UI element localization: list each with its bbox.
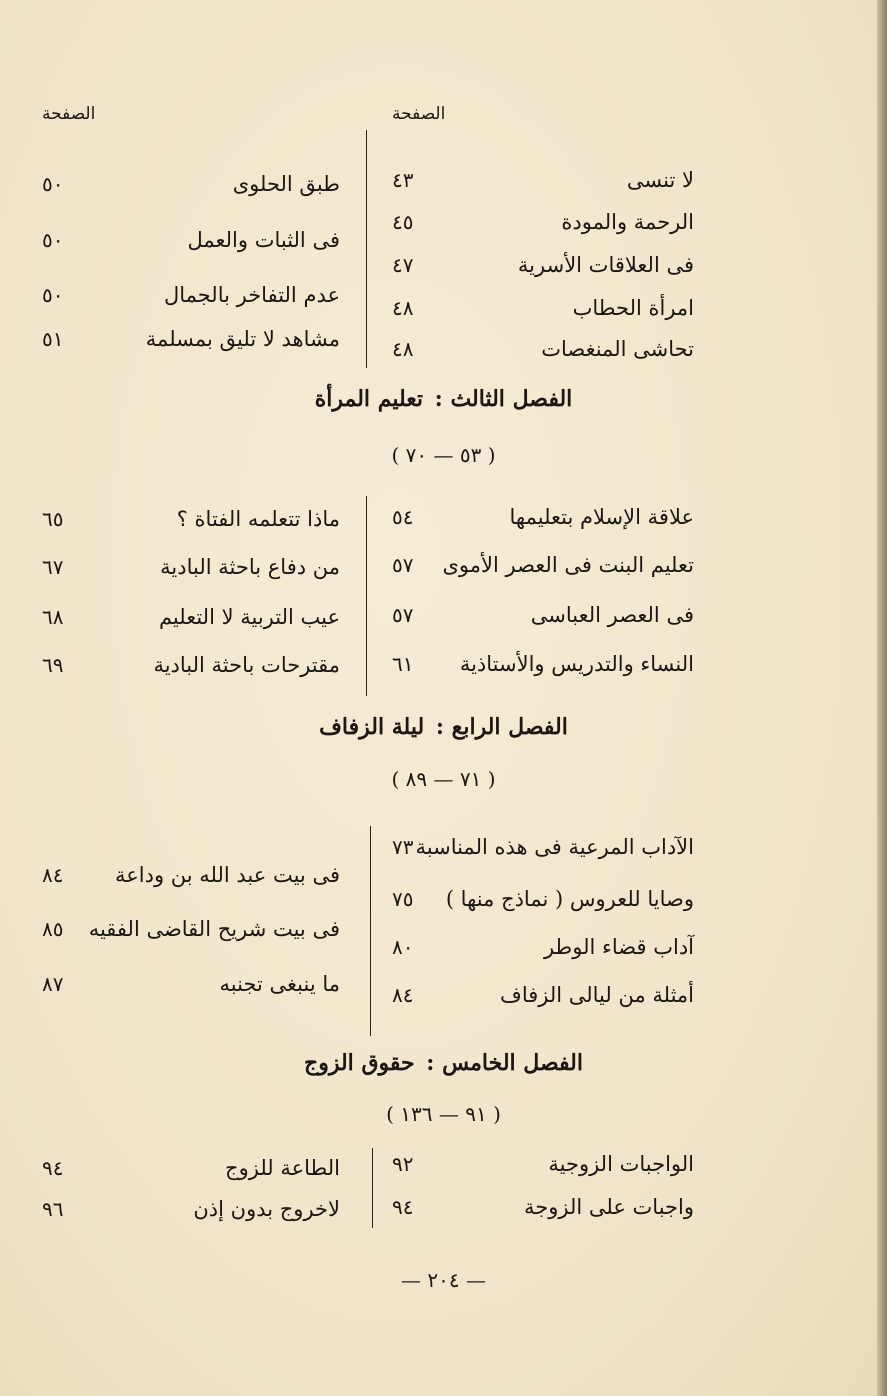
toc-entry: فى العصر العباسى ٥٧	[392, 603, 694, 627]
toc-entry: أمثلة من ليالى الزفاف ٨٤	[392, 983, 694, 1007]
chapter-heading: الفصل الخامس : حقوق الزوج	[304, 1050, 583, 1076]
toc-entry: وصايا للعروس ( نماذج منها ) ٧٥	[392, 887, 694, 911]
toc-entry: الطاعة للزوج ٩٤	[42, 1156, 340, 1180]
toc-entry: من دفاع باحثة البادية ٦٧	[42, 555, 340, 579]
toc-entry: عيب التربية لا التعليم ٦٨	[42, 605, 340, 629]
toc-entry: الواجبات الزوجية ٩٢	[392, 1152, 694, 1176]
toc-entry: عدم التفاخر بالجمال ٥٠	[42, 283, 340, 307]
toc-entry: فى العلاقات الأسرية ٤٧	[392, 253, 694, 277]
toc-entry: طبق الحلوى ٥٠	[42, 172, 340, 196]
toc-entry: علاقة الإسلام بتعليمها ٥٤	[392, 505, 694, 529]
toc-entry: لاخروج بدون إذن ٩٦	[42, 1197, 340, 1221]
column-divider	[370, 826, 371, 1036]
toc-entry: ما ينبغى تجنبه ٨٧	[42, 972, 340, 996]
toc-entry: آداب قضاء الوطر ٨٠	[392, 935, 694, 959]
toc-entry: فى الثبات والعمل ٥٠	[42, 228, 340, 252]
toc-entry: فى بيت عبد الله بن وداعة ٨٤	[42, 863, 340, 887]
chapter-heading: الفصل الرابع : ليلة الزفاف	[319, 714, 568, 740]
column-divider	[366, 496, 367, 696]
column-divider	[366, 130, 367, 368]
toc-entry: لا تنسى ٤٣	[392, 168, 694, 192]
right-column-header: الصفحة	[392, 104, 446, 124]
toc-entry: تحاشى المنغصات ٤٨	[392, 337, 694, 361]
chapter-page-range: ( ٩١ — ١٣٦ )	[386, 1102, 501, 1126]
page-edge	[877, 0, 887, 1396]
toc-entry: مشاهد لا تليق بمسلمة ٥١	[42, 327, 340, 351]
toc-entry: امرأة الحطاب ٤٨	[392, 296, 694, 320]
toc-entry: النساء والتدريس والأستاذية ٦١	[392, 652, 694, 676]
toc-entry: فى بيت شريح القاضى الفقيه ٨٥	[42, 917, 340, 941]
column-divider	[372, 1148, 373, 1228]
chapter-page-range: ( ٥٣ — ٧٠ )	[391, 443, 496, 467]
page-number: — ٢٠٤ —	[401, 1268, 486, 1292]
toc-entry: ماذا تتعلمه الفتاة ؟ ٦٥	[42, 507, 340, 531]
left-column-header: الصفحة	[42, 104, 96, 124]
toc-entry: مقترحات باحثة البادية ٦٩	[42, 653, 340, 677]
chapter-heading: الفصل الثالث : تعليم المرأة	[314, 386, 573, 412]
toc-entry: تعليم البنت فى العصر الأموى ٥٧	[392, 553, 694, 577]
toc-entry: واجبات على الزوجة ٩٤	[392, 1195, 694, 1219]
chapter-page-range: ( ٧١ — ٨٩ )	[391, 767, 496, 791]
toc-entry: الآداب المرعية فى هذه المناسبة ٧٣	[392, 835, 694, 859]
toc-entry: الرحمة والمودة ٤٥	[392, 210, 694, 234]
